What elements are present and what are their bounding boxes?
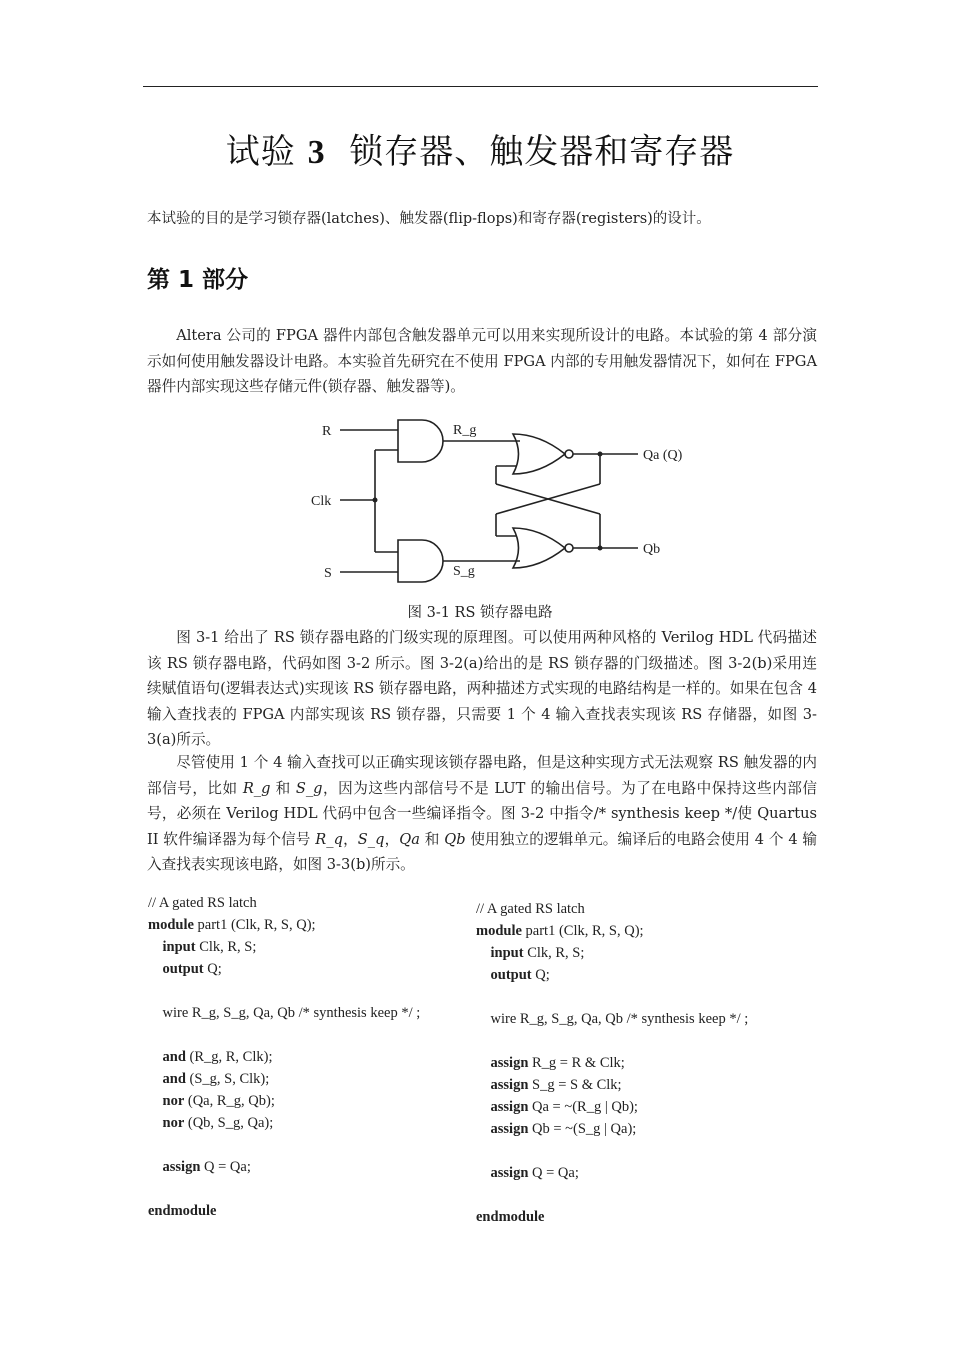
paragraph-2: 图 3-1 给出了 RS 锁存器电路的门级实现的原理图。可以使用两种风格的 Verilog HDL 代码描述该 RS 锁存器电路，代码如图 3-2 所示。图 3-2(a)给出的是 RS 锁存器的门级描述。图 3-2(b)采用连续赋值语句(逻辑表达式)实现该 RS 锁存器电路，两种描述方式实现的电路结构是一样的。如果在包含 4 输入查找表的 FPGA 内部实现该 RS 锁存器，只需要 1 个 4 输入查找表实现该 RS 存储器，如图 3-3(a)所示。 (147, 629, 817, 748)
code-listing-b: // A gated RS latch module part1 (Clk, R, S, Q); input Clk, R, S; output Q; wire R_g, S_g, Qa, Qb /* synthesis keep */ ; assign R_g = R & Clk; assign S_g = S & Clk; assign Qa = ~(R_g | Qb); assign Qb = ~(S_g | Qa); assign Q = Qa; endmodule (476, 901, 749, 1225)
label-qb: Qb (643, 542, 661, 557)
label-rg: R_g (453, 423, 477, 438)
figure-caption: 图 3-1 RS 锁存器电路 (407, 605, 553, 621)
paragraph-3: 尽管使用 1 个 4 输入查找可以正确实现该锁存器电路，但是这种实现方式无法观察 RS 触发器的内部信号，比如 R_g 和 S_g，因为这些内部信号不是 LUT 的输出信号。为了在电路中保持这些内部信号，必须在 Verilog HDL 代码中包含一些编译指令。图 3-2 中指令/* synthesis keep */使 Quartus II 软件编译器为每个信号 R_q，S_q，Qa 和 Qb 使用独立的逻辑单元。编译后的电路会使用 4 个 4 输入查找表实现该电路，如图 3-3(b)所示。 (147, 754, 817, 873)
code-listing-a: // A gated RS latch module part1 (Clk, R, S, Q); input Clk, R, S; output Q; wire R_g, S_g, Qa, Qb /* synthesis keep */ ; and (R_g, R, Clk); and (S_g, S, Clk); nor (Qa, R_g, Qb); nor (Qb, S_g, Qa); assign Q = Qa; endmodule (148, 895, 421, 1219)
label-s: S (324, 566, 332, 581)
label-sg: S_g (453, 564, 475, 579)
label-r: R (322, 424, 332, 439)
section-heading: 第 1 部分 (147, 267, 249, 293)
paragraph-1: Altera 公司的 FPGA 器件内部包含触发器单元可以用来实现所设计的电路。本试验的第 4 部分演示如何使用触发器设计电路。本实验首先研究在不使用 FPGA 内部的专用触发器情况下，如何在 FPGA 器件内部实现这些存储元件(锁存器、触发器等)。 (147, 327, 817, 395)
header-rule (143, 86, 818, 87)
label-qa: Qa (Q) (643, 448, 683, 463)
intro-text: 本试验的目的是学习锁存器(latches)、触发器(flip-flops)和寄存器(registers)的设计。 (147, 211, 711, 227)
rs-latch-diagram (300, 412, 720, 592)
page-title: 试验 3 锁存器、触发器和寄存器 (225, 132, 735, 172)
label-clk: Clk (311, 494, 332, 509)
